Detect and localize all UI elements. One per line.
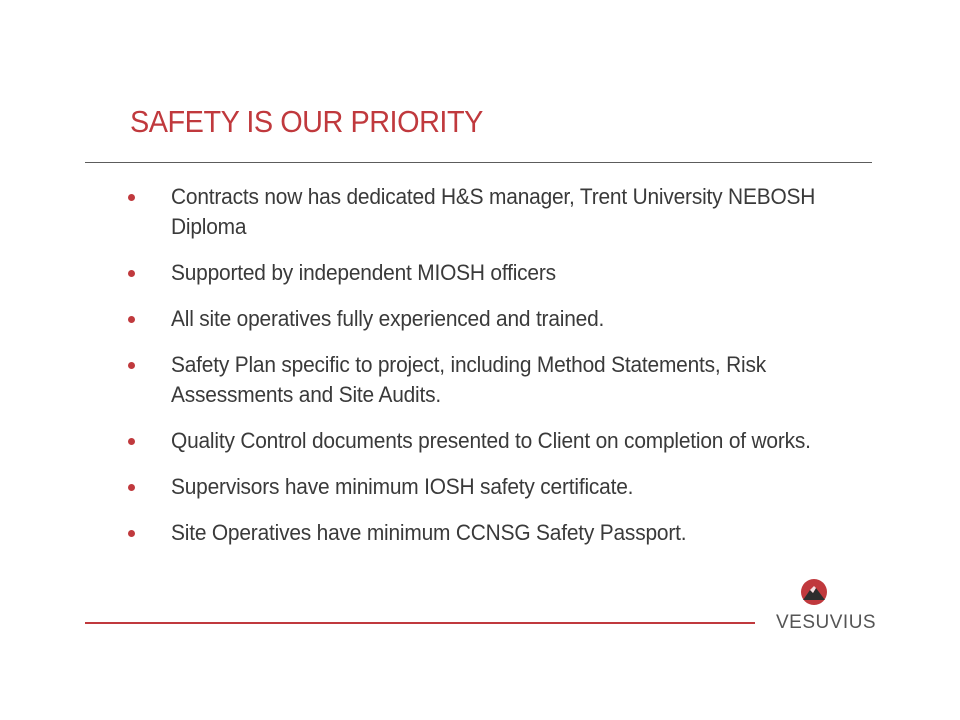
bullet-icon: [128, 362, 135, 369]
bullet-icon: [128, 316, 135, 323]
bullet-text: Quality Control documents presented to Client on completion of works.: [171, 428, 811, 453]
bullet-text: All site operatives fully experienced and trained.: [171, 306, 605, 331]
bullet-icon: [128, 484, 135, 491]
vesuvius-mountain-logo-icon: [800, 578, 828, 606]
bullet-text: Contracts now has dedicated H&S manager, Trent University NEBOSH Diploma: [171, 184, 816, 239]
company-logo: [770, 578, 877, 642]
bullet-icon: [128, 530, 135, 537]
bullet-icon: [128, 194, 135, 201]
bullet-item: [128, 518, 888, 548]
bullet-text: Safety Plan specific to project, including Method Statements, Risk Assessments and Site Audits.: [171, 352, 767, 407]
bullet-item: [128, 426, 888, 456]
bullet-text: Supported by independent MIOSH officers: [171, 260, 556, 285]
bullet-item: [128, 350, 888, 410]
bullet-item: [128, 258, 888, 288]
bullet-item: [128, 304, 888, 334]
bullet-icon: [128, 270, 135, 277]
bullet-icon: [128, 438, 135, 445]
title-divider: [85, 162, 872, 163]
bullet-item: [128, 472, 888, 502]
bullet-list: [128, 182, 888, 564]
bullet-item: [128, 182, 888, 242]
logo-wordmark: VESUVIUS: [776, 612, 877, 633]
slide-title: SAFETY IS OUR PRIORITY: [130, 104, 483, 139]
bullet-text: Site Operatives have minimum CCNSG Safety Passport.: [171, 520, 687, 545]
footer-divider: [85, 622, 755, 624]
bullet-text: Supervisors have minimum IOSH safety certificate.: [171, 474, 634, 499]
